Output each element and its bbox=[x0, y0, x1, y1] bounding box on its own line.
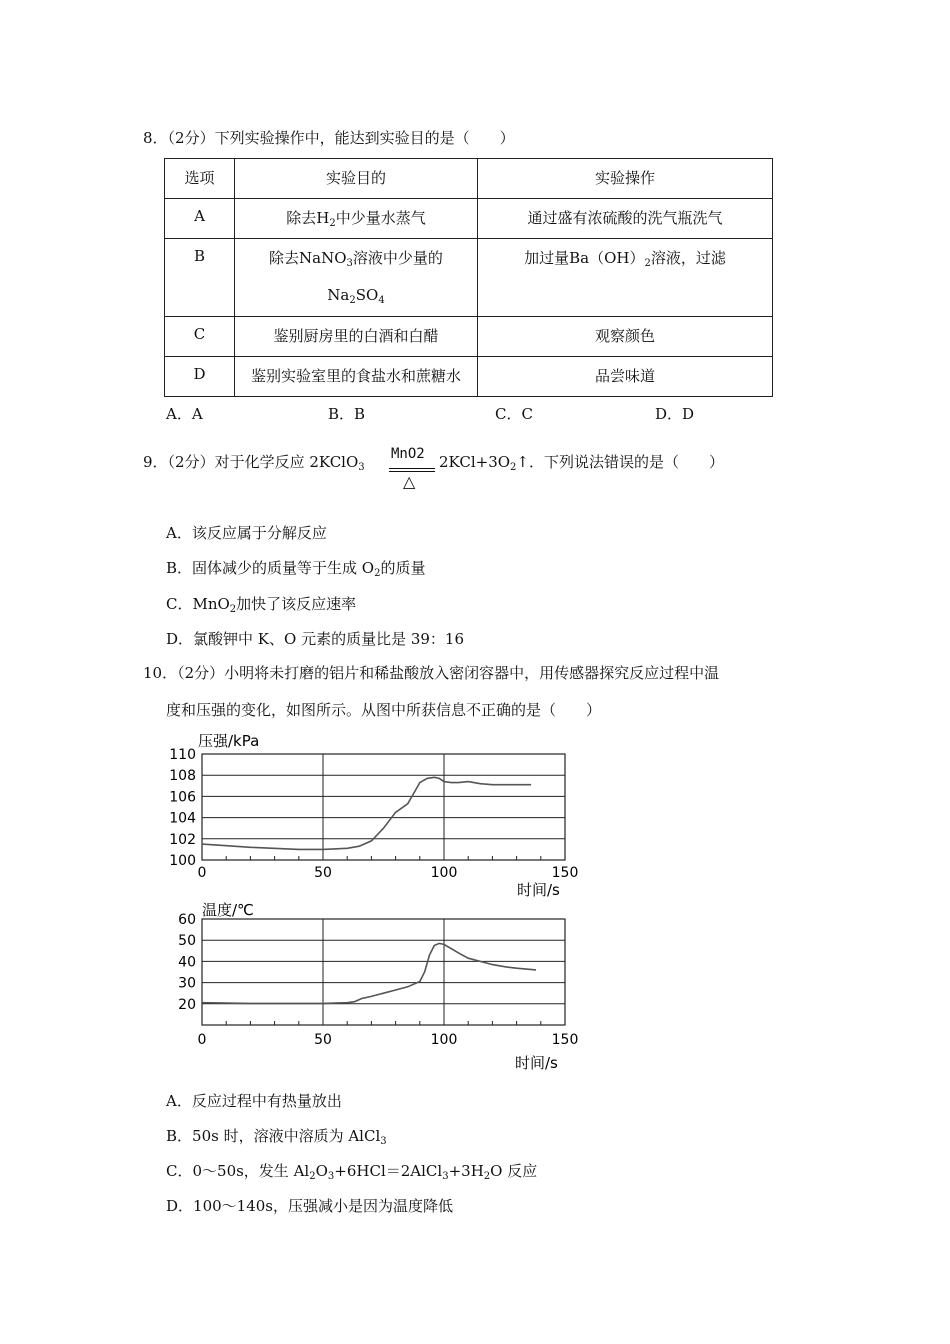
cell-operation: 加过量$Ba(OH)_2$溶液，过滤 bbox=[478, 239, 773, 317]
cell-option: C bbox=[165, 317, 235, 357]
catalyst-label: MnO2 bbox=[391, 446, 425, 462]
q9-option-b[interactable]: B．固体减少的质量等于生成 $O_2$的质量 bbox=[166, 559, 426, 579]
q10-option-d[interactable]: D．100～140s，压强减小是因为温度降低 bbox=[166, 1197, 453, 1215]
q10-stem-line2: 度和压强的变化，如图所示。从图中所获信息不正确的是（ ） bbox=[166, 701, 602, 719]
pressure-chart bbox=[160, 726, 600, 904]
plot-frame bbox=[202, 919, 565, 1025]
cell-option: D bbox=[165, 357, 235, 397]
header-operation: 实验操作 bbox=[478, 159, 773, 199]
temperature-time-axis-label: 时间/s bbox=[515, 1054, 558, 1072]
q8-answer-a[interactable]: A．A bbox=[166, 405, 203, 423]
y-tick-label: 100 bbox=[169, 853, 196, 869]
cell-goal: 除去$H_2$中少量水蒸气 bbox=[235, 199, 478, 239]
q10-option-c[interactable]: C．0～50s，发生 $Al_2O_3+6HCl=2AlCl_3+3H_2O$ 反应 bbox=[166, 1162, 538, 1182]
q9-option-d[interactable]: D．氯酸钾中 K、O 元素的质量比是 39：16 bbox=[166, 630, 465, 648]
cell-option: A bbox=[165, 199, 235, 239]
cell-option: B bbox=[165, 239, 235, 317]
x-tick-label: 100 bbox=[430, 1032, 458, 1048]
cell-goal: 鉴别实验室里的食盐水和蔗糖水 bbox=[235, 357, 478, 397]
temperature-grid bbox=[202, 919, 565, 1025]
pressure-time-axis-label: 时间/s bbox=[517, 881, 560, 899]
x-tick-label: 50 bbox=[314, 1032, 332, 1048]
table-header-row bbox=[165, 159, 773, 199]
q8-answer-c[interactable]: C．C bbox=[495, 405, 533, 423]
q8-stem: 8．（2分）下列实验操作中，能达到实验目的是（ ） bbox=[143, 129, 515, 147]
pressure-ticks bbox=[169, 747, 578, 881]
q9-stem-left: 9．（2分）对于化学反应 2KClO$_3$ bbox=[143, 453, 365, 473]
y-tick-label: 106 bbox=[169, 789, 196, 806]
q10-stem-line1: 10．（2分）小明将未打磨的铝片和稀盐酸放入密闭容器中，用传感器探究反应过程中温 bbox=[143, 664, 720, 682]
cell-operation: 观察颜色 bbox=[478, 317, 773, 357]
heat-icon: △ bbox=[403, 472, 416, 491]
pressure-axis-label: 压强/kPa bbox=[198, 732, 260, 750]
y-tick-label: 102 bbox=[169, 831, 196, 848]
q8-answer-d[interactable]: D．D bbox=[655, 405, 695, 423]
x-tick-label: 150 bbox=[551, 1032, 579, 1048]
x-tick-label: 0 bbox=[197, 1032, 207, 1048]
q9-stem-right: $2KCl+3O_2↑$．下列说法错误的是（ ） bbox=[439, 453, 724, 473]
y-tick-label: 60 bbox=[178, 912, 196, 928]
temperature-axis-label: 温度/℃ bbox=[202, 901, 254, 919]
y-tick-label: 40 bbox=[178, 954, 196, 971]
y-tick-label: 110 bbox=[169, 747, 196, 763]
q10-option-a[interactable]: A．反应过程中有热量放出 bbox=[166, 1092, 342, 1110]
q8-table bbox=[164, 158, 773, 397]
table-row bbox=[165, 199, 773, 239]
q10-option-b[interactable]: B．50s 时，溶液中溶质为 AlCl$_3$ bbox=[166, 1127, 387, 1147]
temperature-ticks bbox=[178, 912, 578, 1048]
q9-option-a[interactable]: A．该反应属于分解反应 bbox=[166, 524, 327, 542]
x-tick-label: 150 bbox=[551, 865, 579, 881]
q9-option-c[interactable]: C．MnO$_2$加快了该反应速率 bbox=[166, 595, 357, 615]
x-tick-label: 100 bbox=[430, 865, 458, 881]
x-tick-label: 0 bbox=[197, 865, 207, 881]
plot-frame bbox=[202, 754, 565, 860]
table-row bbox=[165, 357, 773, 397]
cell-operation: 品尝味道 bbox=[478, 357, 773, 397]
cell-goal: 鉴别厨房里的白酒和白醋 bbox=[235, 317, 478, 357]
x-tick-label: 50 bbox=[314, 865, 332, 881]
table-row bbox=[165, 239, 773, 317]
temperature-chart bbox=[160, 897, 600, 1075]
y-tick-label: 50 bbox=[178, 933, 196, 950]
y-tick-label: 108 bbox=[169, 768, 196, 785]
header-goal: 实验目的 bbox=[235, 159, 478, 199]
temperature-series-line bbox=[202, 943, 536, 1003]
y-tick-label: 20 bbox=[178, 996, 196, 1013]
q8-answer-b[interactable]: B．B bbox=[328, 405, 366, 423]
header-option: 选项 bbox=[165, 159, 235, 199]
table-row bbox=[165, 317, 773, 357]
cell-goal: 除去NaNO$_3$溶液中少量的 $Na_2SO_4$ bbox=[235, 239, 478, 317]
pressure-grid bbox=[202, 754, 565, 860]
y-tick-label: 104 bbox=[169, 810, 196, 827]
cell-operation: 通过盛有浓硫酸的洗气瓶洗气 bbox=[478, 199, 773, 239]
y-tick-label: 30 bbox=[178, 975, 196, 992]
